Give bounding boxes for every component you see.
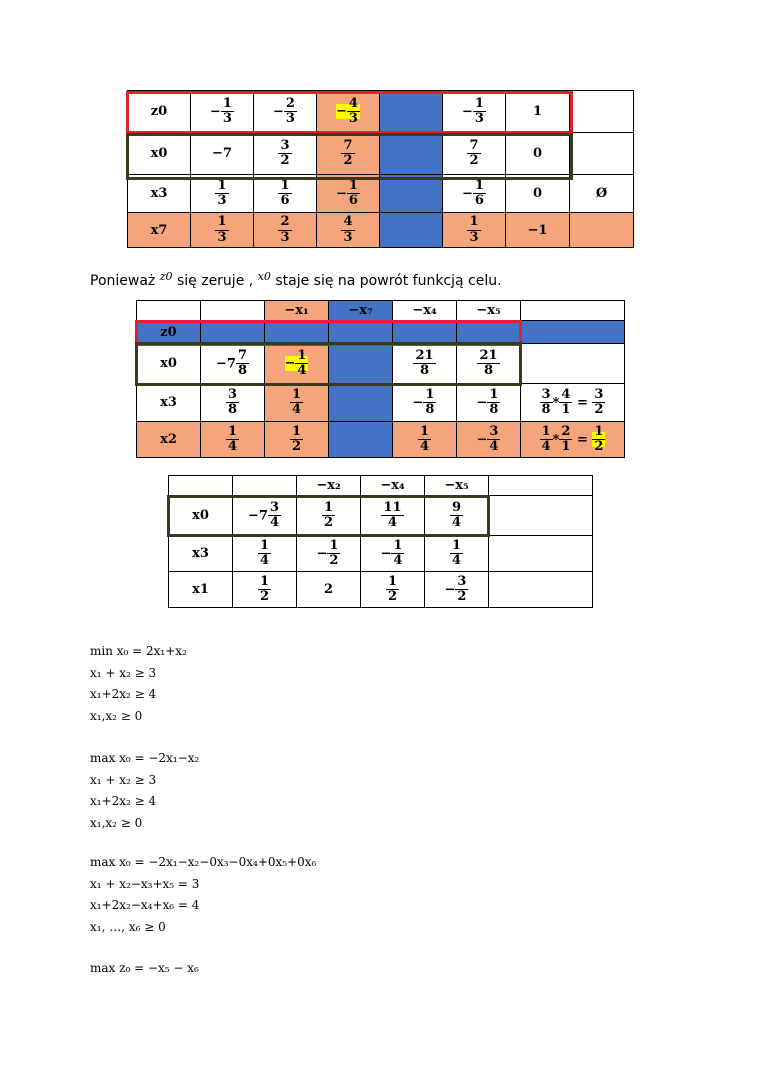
table-cell: $\frac{7}{2}$ (443, 133, 506, 175)
table-cell: − $\frac{1}{4}$ (265, 344, 329, 384)
math-line: x₁, …, x₆ ≥ 0 (90, 919, 166, 934)
simplex-table-2 (136, 300, 625, 458)
table-cell: $\frac{11}{4}$ (361, 496, 425, 536)
table-cell (393, 321, 457, 344)
table-cell: $\frac{1}{2}$ (265, 422, 329, 458)
table-cell: $\frac{1}{3}$ (191, 175, 254, 213)
table-row (137, 321, 625, 344)
row-label: x1 (169, 572, 233, 608)
table-row (169, 536, 593, 572)
table-cell (201, 321, 265, 344)
row-label: x3 (137, 384, 201, 422)
table-row (128, 133, 634, 175)
table-cell (521, 344, 625, 384)
table-cell: − $\frac{1}{3}$ (191, 91, 254, 133)
table-header-row (137, 301, 625, 321)
table-row (137, 384, 625, 422)
column-header: −x₄ (393, 301, 457, 321)
table-cell: $\frac{1}{3}$ (191, 213, 254, 248)
table-cell (489, 536, 593, 572)
row-label: x3 (128, 175, 191, 213)
table-cell: $\frac{1}{2}$ (361, 572, 425, 608)
caption-text: Ponieważ (90, 273, 156, 289)
math-block-max (90, 748, 199, 834)
table-cell: −7 (191, 133, 254, 175)
column-header: −x₅ (457, 301, 521, 321)
column-header (489, 476, 593, 496)
table-row (137, 344, 625, 384)
table-cell: − $\frac{1}{3}$ (443, 91, 506, 133)
table-cell: $\frac{1}{4}$ (425, 536, 489, 572)
math-line: x₁ + x₂−x₃+x₅ = 3 (90, 876, 200, 891)
math-line: x₁+2x₂ ≥ 4 (90, 794, 157, 808)
column-header: −x₅ (425, 476, 489, 496)
row-label: z0 (137, 321, 201, 344)
row-label: z0 (128, 91, 191, 133)
math-line: x₁ + x₂ ≥ 3 (90, 665, 157, 680)
table-cell (457, 321, 521, 344)
math-line: max z₀ = −x₅ − x₆ (90, 961, 199, 975)
table-cell: $\frac{21}{8}$ (457, 344, 521, 384)
table-row (128, 213, 634, 248)
math-line: min x₀ = 2x₁+x₂ (90, 644, 187, 658)
table-cell: − $\frac{1}{4}$ (361, 536, 425, 572)
caption-text: staje się na powrót funkcją celu. (275, 273, 502, 289)
simplex-table-3 (168, 475, 593, 608)
table-cell (265, 321, 329, 344)
table-cell: $\frac{2}{3}$ (254, 213, 317, 248)
table-cell: $\frac{3}{2}$ (254, 133, 317, 175)
table-cell: $\frac{9}{4}$ (425, 496, 489, 536)
table-cell (329, 344, 393, 384)
table-row (128, 175, 634, 213)
row-label: x0 (137, 344, 201, 384)
table-cell: $\frac{1}{2}$ (297, 496, 361, 536)
table-cell: − $\frac{1}{2}$ (297, 536, 361, 572)
table-cell: $\frac{3}{8}$ (201, 384, 265, 422)
table-cell: − $\frac{3}{4}$ (457, 422, 521, 458)
table-cell: 0 (506, 133, 570, 175)
column-header (233, 476, 297, 496)
math-line: x₁+2x₂ ≥ 4 (90, 687, 157, 701)
table-cell: 0 (506, 175, 570, 213)
table-cell (380, 213, 443, 248)
table-row (169, 496, 593, 536)
table-cell: Ø (570, 175, 634, 213)
table-cell (570, 133, 634, 175)
table-cell: $\frac{1}{3}$ (443, 213, 506, 248)
table-row (137, 422, 625, 458)
math-line: x₁ + x₂ ≥ 3 (90, 772, 157, 787)
table-cell (329, 321, 393, 344)
table-cell: $\frac{1}{4}$ (393, 422, 457, 458)
table-row (169, 572, 593, 608)
math-block-min (90, 641, 187, 727)
table-cell: $\frac{1}{4}$ (265, 384, 329, 422)
table-cell: $\frac{4}{3}$ (317, 213, 380, 248)
table-cell (329, 422, 393, 458)
row-label: x0 (128, 133, 191, 175)
table-cell: $\frac{1}{4}$ (233, 536, 297, 572)
row-label: x0 (169, 496, 233, 536)
table-cell: − $\frac{2}{3}$ (254, 91, 317, 133)
column-header: −x₁ (265, 301, 329, 321)
table-cell (570, 91, 634, 133)
math-line: x₁+2x₂−x₄+x₆ = 4 (90, 898, 200, 912)
math-line: max x₀ = −2x₁−x₂ (90, 751, 200, 765)
caption-line (90, 270, 502, 289)
table-cell: − $\frac{3}{2}$ (425, 572, 489, 608)
table-cell: $\frac{21}{8}$ (393, 344, 457, 384)
column-header: −x₄ (361, 476, 425, 496)
math-block-canonical (90, 852, 316, 938)
table-cell: − $\frac{1}{6}$ (317, 175, 380, 213)
table-cell (570, 213, 634, 248)
column-header: −x₂ (297, 476, 361, 496)
table-cell: −7 $\frac{3}{4}$ (233, 496, 297, 536)
table-cell: 2 (297, 572, 361, 608)
table-cell (521, 321, 625, 344)
math-line: x₁,x₂ ≥ 0 (90, 708, 143, 723)
table-cell: $\frac{3}{8}$ * $\frac{4}{1}$ = $\frac{3}{2}$ (521, 384, 625, 422)
table-cell: $\frac{1}{2}$ (233, 572, 297, 608)
table-cell: 1 (506, 91, 570, 133)
table-header-row (169, 476, 593, 496)
column-header (137, 301, 201, 321)
table-cell: − $\frac{4}{3}$ (317, 91, 380, 133)
table-cell (489, 572, 593, 608)
table-cell: −1 (506, 213, 570, 248)
table-cell: $\frac{1}{6}$ (254, 175, 317, 213)
table-cell: − $\frac{1}{8}$ (457, 384, 521, 422)
table-cell (380, 133, 443, 175)
row-label: x2 (137, 422, 201, 458)
column-header: −x₇ (329, 301, 393, 321)
table-row (128, 91, 634, 133)
table-cell: − $\frac{1}{6}$ (443, 175, 506, 213)
table-cell: $\frac{7}{2}$ (317, 133, 380, 175)
table-cell: $\frac{1}{4}$ * $\frac{2}{1}$ = $\frac{1}{2}$ (521, 422, 625, 458)
math-line: max x₀ = −2x₁−x₂−0x₃−0x₄+0x₅+0x₆ (90, 855, 317, 869)
table-cell (380, 175, 443, 213)
math-block-aux (90, 958, 199, 980)
caption-text: się zeruje , (176, 273, 254, 289)
column-header (201, 301, 265, 321)
table-cell: −7 $\frac{7}{8}$ (201, 344, 265, 384)
row-label: x7 (128, 213, 191, 248)
table-cell: $\frac{1}{4}$ (201, 422, 265, 458)
caption-symbol: x0 (257, 270, 271, 283)
column-header (521, 301, 625, 321)
table-cell: − $\frac{1}{8}$ (393, 384, 457, 422)
table-cell (489, 496, 593, 536)
simplex-table-1 (127, 90, 634, 248)
column-header (169, 476, 233, 496)
row-label: x3 (169, 536, 233, 572)
math-line: x₁,x₂ ≥ 0 (90, 815, 143, 830)
caption-symbol: z0 (159, 270, 173, 283)
table-cell (329, 384, 393, 422)
table-cell (380, 91, 443, 133)
